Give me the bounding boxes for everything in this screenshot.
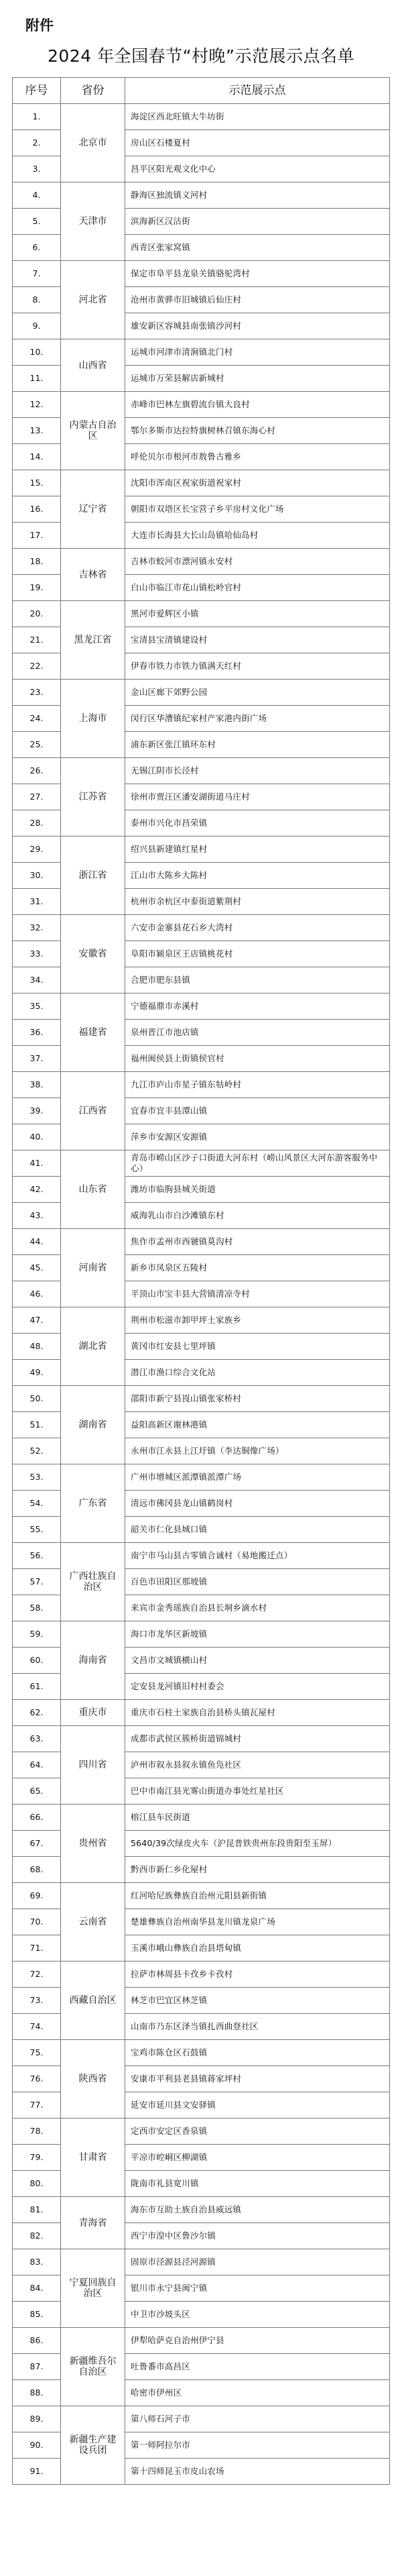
location-cell: 楚雄彝族自治州南华县龙川镇龙泉广场 bbox=[125, 1909, 390, 1935]
row-number: 22. bbox=[13, 653, 61, 680]
row-number: 78. bbox=[13, 2118, 61, 2145]
province-cell: 宁夏回族自治区 bbox=[61, 2249, 125, 2328]
table-row bbox=[13, 601, 390, 627]
row-number: 51. bbox=[13, 1412, 61, 1438]
row-number: 13. bbox=[13, 418, 61, 444]
location-cell: 白山市临江市花山镇松岭官村 bbox=[125, 575, 390, 601]
location-cell: 南宁市马山县古零镇合诚村（易地搬迁点） bbox=[125, 1543, 390, 1569]
row-number: 6. bbox=[13, 235, 61, 261]
province-cell: 浙江省 bbox=[61, 837, 125, 915]
row-number: 25. bbox=[13, 732, 61, 758]
location-cell: 金山区廊下郊野公园 bbox=[125, 680, 390, 706]
row-number: 49. bbox=[13, 1360, 61, 1386]
row-number: 4. bbox=[13, 182, 61, 209]
location-cell: 赤峰市巴林左旗碧流台镇大良村 bbox=[125, 392, 390, 418]
header-location: 示范展示点 bbox=[125, 78, 390, 104]
table-row bbox=[13, 2118, 390, 2145]
location-cell: 海淀区西北旺镇大牛坊街 bbox=[125, 104, 390, 130]
province-cell: 西藏自治区 bbox=[61, 1962, 125, 2040]
row-number: 31. bbox=[13, 889, 61, 915]
location-cell: 潜江市渔口综合文化站 bbox=[125, 1360, 390, 1386]
province-cell: 天津市 bbox=[61, 182, 125, 261]
province-cell: 湖南省 bbox=[61, 1386, 125, 1464]
province-cell: 江苏省 bbox=[61, 758, 125, 837]
row-number: 48. bbox=[13, 1334, 61, 1360]
location-cell: 百色市田阳区那坡镇 bbox=[125, 1569, 390, 1595]
location-cell: 绍兴县新建镇红星村 bbox=[125, 837, 390, 863]
location-cell: 房山区石楼夏村 bbox=[125, 130, 390, 156]
row-number: 11. bbox=[13, 366, 61, 392]
province-cell: 江西省 bbox=[61, 1072, 125, 1150]
province-cell: 上海市 bbox=[61, 680, 125, 758]
location-cell: 泰州市兴化市昌荣镇 bbox=[125, 810, 390, 837]
table-row bbox=[13, 2406, 390, 2432]
row-number: 32. bbox=[13, 915, 61, 941]
location-cell: 滨海新区汉沽街 bbox=[125, 209, 390, 235]
location-cell: 新乡市凤泉区五陵村 bbox=[125, 1255, 390, 1281]
row-number: 72. bbox=[13, 1962, 61, 1988]
table-row bbox=[13, 2249, 390, 2275]
province-cell: 四川省 bbox=[61, 1726, 125, 1805]
location-cell: 伊犁哈萨克自治州伊宁县 bbox=[125, 2328, 390, 2354]
location-cell: 定西市安定区香泉镇 bbox=[125, 2118, 390, 2145]
location-cell: 杭州市余杭区中泰街道紫荆村 bbox=[125, 889, 390, 915]
table-row bbox=[13, 549, 390, 575]
location-cell: 昌平区阳光观文化中心 bbox=[125, 156, 390, 182]
province-cell: 青海省 bbox=[61, 2197, 125, 2249]
table-row bbox=[13, 1726, 390, 1752]
location-cell: 清远市佛冈县龙山镇鹤岗村 bbox=[125, 1491, 390, 1517]
location-cell: 雄安新区容城县南张镇沙河村 bbox=[125, 313, 390, 339]
row-number: 14. bbox=[13, 444, 61, 470]
location-cell: 福州闽侯县上街镇侯官村 bbox=[125, 1046, 390, 1072]
location-cell: 威海乳山市白沙滩镇东村 bbox=[125, 1203, 390, 1229]
row-number: 70. bbox=[13, 1909, 61, 1935]
location-cell: 益阳高新区谢林港镇 bbox=[125, 1412, 390, 1438]
location-cell: 鄂尔多斯市达拉特旗树林召镇东海心村 bbox=[125, 418, 390, 444]
location-cell: 黄冈市红安县七里坪镇 bbox=[125, 1334, 390, 1360]
row-number: 15. bbox=[13, 470, 61, 496]
demo-sites-table bbox=[12, 77, 390, 2485]
province-cell: 辽宁省 bbox=[61, 470, 125, 549]
province-cell: 云南省 bbox=[61, 1883, 125, 1962]
table-header-row bbox=[13, 78, 390, 104]
location-cell: 荆州市松滋市卸甲坪土家族乡 bbox=[125, 1307, 390, 1334]
location-cell: 林芝市巴宜区林芝镇 bbox=[125, 1988, 390, 2014]
table-row bbox=[13, 1805, 390, 1831]
row-number: 53. bbox=[13, 1464, 61, 1491]
row-number: 86. bbox=[13, 2328, 61, 2354]
row-number: 75. bbox=[13, 2040, 61, 2066]
location-cell: 广州市增城区派潭镇派潭广场 bbox=[125, 1464, 390, 1491]
row-number: 9. bbox=[13, 313, 61, 339]
row-number: 8. bbox=[13, 287, 61, 313]
location-cell: 第一师阿拉尔市 bbox=[125, 2432, 390, 2459]
location-cell: 运城市万荣县解店新城村 bbox=[125, 366, 390, 392]
row-number: 91. bbox=[13, 2459, 61, 2485]
location-cell: 来宾市金秀瑶族自治县长垌乡滴水村 bbox=[125, 1595, 390, 1621]
row-number: 81. bbox=[13, 2197, 61, 2223]
row-number: 64. bbox=[13, 1752, 61, 1778]
location-cell: 闵行区华漕镇纪家村产家港内街广场 bbox=[125, 706, 390, 732]
location-cell: 定安县龙河镇旧村村委会 bbox=[125, 1674, 390, 1700]
province-cell: 河北省 bbox=[61, 261, 125, 339]
row-number: 28. bbox=[13, 810, 61, 837]
table-row bbox=[13, 1386, 390, 1412]
province-cell: 内蒙古自治区 bbox=[61, 392, 125, 470]
location-cell: 黑河市爱辉区小镇 bbox=[125, 601, 390, 627]
row-number: 63. bbox=[13, 1726, 61, 1752]
table-row bbox=[13, 1962, 390, 1988]
row-number: 7. bbox=[13, 261, 61, 287]
row-number: 17. bbox=[13, 523, 61, 549]
row-number: 3. bbox=[13, 156, 61, 182]
row-number: 84. bbox=[13, 2275, 61, 2302]
table-row bbox=[13, 837, 390, 863]
row-number: 54. bbox=[13, 1491, 61, 1517]
location-cell: 重庆市石柱土家族自治县桥头镇瓦屋村 bbox=[125, 1700, 390, 1726]
header-province: 省份 bbox=[61, 78, 125, 104]
location-cell: 玉溪市峨山彝族自治县塔甸镇 bbox=[125, 1935, 390, 1962]
table-row bbox=[13, 2040, 390, 2066]
location-cell: 哈密市伊州区 bbox=[125, 2380, 390, 2406]
location-cell: 大连市长海县大长山岛镇哈仙岛村 bbox=[125, 523, 390, 549]
location-cell: 5640/39次绿皮火车（沪昆普铁贵州东段贵阳至玉屏） bbox=[125, 1831, 390, 1857]
location-cell: 榕江县车民街道 bbox=[125, 1805, 390, 1831]
location-cell: 红河哈尼族彝族自治州元阳县新街镇 bbox=[125, 1883, 390, 1909]
row-number: 52. bbox=[13, 1438, 61, 1464]
table-row bbox=[13, 2197, 390, 2223]
table-row bbox=[13, 680, 390, 706]
table-row bbox=[13, 2328, 390, 2354]
location-cell: 运城市河津市清涧镇北门村 bbox=[125, 339, 390, 366]
row-number: 23. bbox=[13, 680, 61, 706]
location-cell: 安康市平利县老县镇蒋家坪村 bbox=[125, 2066, 390, 2092]
location-cell: 西宁市湟中区鲁沙尔镇 bbox=[125, 2223, 390, 2249]
location-cell: 平顶山市宝丰县大营镇清凉寺村 bbox=[125, 1281, 390, 1307]
row-number: 76. bbox=[13, 2066, 61, 2092]
location-cell: 西青区张家窝镇 bbox=[125, 235, 390, 261]
row-number: 65. bbox=[13, 1778, 61, 1805]
location-cell: 第八师石河子市 bbox=[125, 2406, 390, 2432]
row-number: 68. bbox=[13, 1857, 61, 1883]
province-cell: 重庆市 bbox=[61, 1700, 125, 1726]
row-number: 59. bbox=[13, 1621, 61, 1648]
province-cell: 吉林省 bbox=[61, 549, 125, 601]
row-number: 5. bbox=[13, 209, 61, 235]
province-cell: 安徽省 bbox=[61, 915, 125, 994]
location-cell: 第十四师昆玉市皮山农场 bbox=[125, 2459, 390, 2485]
location-cell: 徐州市贾汪区潘安湖街道马庄村 bbox=[125, 784, 390, 810]
row-number: 79. bbox=[13, 2145, 61, 2171]
location-cell: 银川市永宁县闽宁镇 bbox=[125, 2275, 390, 2302]
row-number: 74. bbox=[13, 2014, 61, 2040]
page-title: 2024 年全国春节“村晚”示范展示点名单 bbox=[48, 46, 354, 66]
location-cell: 吐鲁番市高昌区 bbox=[125, 2354, 390, 2380]
row-number: 36. bbox=[13, 1020, 61, 1046]
row-number: 58. bbox=[13, 1595, 61, 1621]
location-cell: 邵阳市新宁县崀山镇张家桥村 bbox=[125, 1386, 390, 1412]
table-row bbox=[13, 994, 390, 1020]
row-number: 89. bbox=[13, 2406, 61, 2432]
row-number: 45. bbox=[13, 1255, 61, 1281]
row-number: 37. bbox=[13, 1046, 61, 1072]
row-number: 24. bbox=[13, 706, 61, 732]
location-cell: 宝鸡市陈仓区石鼓镇 bbox=[125, 2040, 390, 2066]
row-number: 16. bbox=[13, 496, 61, 523]
row-number: 47. bbox=[13, 1307, 61, 1334]
location-cell: 静海区独流镇义河村 bbox=[125, 182, 390, 209]
table-row bbox=[13, 1883, 390, 1909]
location-cell: 潍坊市临朐县城关街道 bbox=[125, 1177, 390, 1203]
location-cell: 九江市庐山市星子镇东牯岭村 bbox=[125, 1072, 390, 1098]
table-row bbox=[13, 1621, 390, 1648]
row-number: 69. bbox=[13, 1883, 61, 1909]
row-number: 77. bbox=[13, 2092, 61, 2118]
location-cell: 沈阳市浑南区祝家街道祝家村 bbox=[125, 470, 390, 496]
table-row bbox=[13, 182, 390, 209]
province-cell: 河南省 bbox=[61, 1229, 125, 1307]
row-number: 39. bbox=[13, 1098, 61, 1124]
location-cell: 吉林市蛟河市漂河镇永安村 bbox=[125, 549, 390, 575]
row-number: 60. bbox=[13, 1648, 61, 1674]
location-cell: 固原市泾源县泾河源镇 bbox=[125, 2249, 390, 2275]
row-number: 42. bbox=[13, 1177, 61, 1203]
row-number: 30. bbox=[13, 863, 61, 889]
location-cell: 拉萨市林周县卡孜乡卡孜村 bbox=[125, 1962, 390, 1988]
location-cell: 泉州晋江市池店镇 bbox=[125, 1020, 390, 1046]
province-cell: 山东省 bbox=[61, 1150, 125, 1229]
row-number: 19. bbox=[13, 575, 61, 601]
row-number: 82. bbox=[13, 2223, 61, 2249]
location-cell: 中卫市沙坡头区 bbox=[125, 2302, 390, 2328]
table-row bbox=[13, 261, 390, 287]
table-row bbox=[13, 1700, 390, 1726]
location-cell: 萍乡市安源区安源镇 bbox=[125, 1124, 390, 1150]
location-cell: 黔西市新仁乡化屋村 bbox=[125, 1857, 390, 1883]
row-number: 88. bbox=[13, 2380, 61, 2406]
row-number: 71. bbox=[13, 1935, 61, 1962]
location-cell: 宁德福鼎市赤溪村 bbox=[125, 994, 390, 1020]
row-number: 66. bbox=[13, 1805, 61, 1831]
row-number: 35. bbox=[13, 994, 61, 1020]
row-number: 43. bbox=[13, 1203, 61, 1229]
row-number: 85. bbox=[13, 2302, 61, 2328]
province-cell: 甘肃省 bbox=[61, 2118, 125, 2197]
location-cell: 成都市武侯区簇桥街道锦城村 bbox=[125, 1726, 390, 1752]
location-cell: 泸州市叙永县叙永镇鱼凫社区 bbox=[125, 1752, 390, 1778]
row-number: 80. bbox=[13, 2171, 61, 2197]
row-number: 73. bbox=[13, 1988, 61, 2014]
row-number: 61. bbox=[13, 1674, 61, 1700]
province-cell: 新疆生产建设兵团 bbox=[61, 2406, 125, 2485]
location-cell: 江山市大陈乡大陈村 bbox=[125, 863, 390, 889]
row-number: 1. bbox=[13, 104, 61, 130]
row-number: 57. bbox=[13, 1569, 61, 1595]
row-number: 2. bbox=[13, 130, 61, 156]
table-row bbox=[13, 1543, 390, 1569]
location-cell: 陇南市礼县宽川镇 bbox=[125, 2171, 390, 2197]
location-cell: 宝清县宝清镇建设村 bbox=[125, 627, 390, 653]
row-number: 44. bbox=[13, 1229, 61, 1255]
row-number: 18. bbox=[13, 549, 61, 575]
table-row bbox=[13, 1307, 390, 1334]
province-cell: 海南省 bbox=[61, 1621, 125, 1700]
table-row bbox=[13, 392, 390, 418]
header-no: 序号 bbox=[13, 78, 61, 104]
row-number: 26. bbox=[13, 758, 61, 784]
location-cell: 山南市乃东区泽当镇扎西曲登社区 bbox=[125, 2014, 390, 2040]
row-number: 50. bbox=[13, 1386, 61, 1412]
location-cell: 永州市江永县上江圩镇（李达铜像广场） bbox=[125, 1438, 390, 1464]
province-cell: 新疆维吾尔自治区 bbox=[61, 2328, 125, 2406]
location-cell: 文昌市文城镇横山村 bbox=[125, 1648, 390, 1674]
location-cell: 浦东新区张江镇环东村 bbox=[125, 732, 390, 758]
location-cell: 宜春市宜丰县潭山镇 bbox=[125, 1098, 390, 1124]
province-cell: 广西壮族自治区 bbox=[61, 1543, 125, 1621]
row-number: 67. bbox=[13, 1831, 61, 1857]
province-cell: 福建省 bbox=[61, 994, 125, 1072]
row-number: 33. bbox=[13, 941, 61, 967]
location-cell: 朝阳市双塔区长宝营子乡平房村文化广场 bbox=[125, 496, 390, 523]
province-cell: 北京市 bbox=[61, 104, 125, 182]
location-cell: 焦作市孟州市西虢镇莫沟村 bbox=[125, 1229, 390, 1255]
location-cell: 延安市延川县文安驿镇 bbox=[125, 2092, 390, 2118]
row-number: 41. bbox=[13, 1150, 61, 1177]
row-number: 34. bbox=[13, 967, 61, 994]
province-cell: 黑龙江省 bbox=[61, 601, 125, 680]
row-number: 21. bbox=[13, 627, 61, 653]
table-row bbox=[13, 470, 390, 496]
row-number: 90. bbox=[13, 2432, 61, 2459]
location-cell: 海口市龙华区新坡镇 bbox=[125, 1621, 390, 1648]
location-cell: 保定市阜平县龙泉关镇骆驼湾村 bbox=[125, 261, 390, 287]
province-cell: 贵州省 bbox=[61, 1805, 125, 1883]
location-cell: 合肥市肥东县镇 bbox=[125, 967, 390, 994]
row-number: 62. bbox=[13, 1700, 61, 1726]
location-cell: 韶关市仁化县城口镇 bbox=[125, 1517, 390, 1543]
row-number: 55. bbox=[13, 1517, 61, 1543]
row-number: 87. bbox=[13, 2354, 61, 2380]
location-cell: 青岛市崂山区沙子口街道大河东村（崂山风景区大河东游客服务中心） bbox=[125, 1150, 390, 1177]
row-number: 27. bbox=[13, 784, 61, 810]
province-cell: 广东省 bbox=[61, 1464, 125, 1543]
table-row bbox=[13, 1150, 390, 1177]
table-row bbox=[13, 1464, 390, 1491]
location-cell: 巴中市南江县光雾山街道办事处红星社区 bbox=[125, 1778, 390, 1805]
province-cell: 陕西省 bbox=[61, 2040, 125, 2118]
table-row bbox=[13, 915, 390, 941]
table-row bbox=[13, 104, 390, 130]
row-number: 46. bbox=[13, 1281, 61, 1307]
location-cell: 海东市互助土族自治县威远镇 bbox=[125, 2197, 390, 2223]
location-cell: 无锡江阴市长泾村 bbox=[125, 758, 390, 784]
table-row bbox=[13, 1229, 390, 1255]
row-number: 83. bbox=[13, 2249, 61, 2275]
location-cell: 阜阳市颍泉区王店镇桃花村 bbox=[125, 941, 390, 967]
row-number: 40. bbox=[13, 1124, 61, 1150]
location-cell: 沧州市黄骅市旧城镇后仙庄村 bbox=[125, 287, 390, 313]
row-number: 10. bbox=[13, 339, 61, 366]
row-number: 12. bbox=[13, 392, 61, 418]
province-cell: 山西省 bbox=[61, 339, 125, 392]
row-number: 56. bbox=[13, 1543, 61, 1569]
row-number: 20. bbox=[13, 601, 61, 627]
row-number: 38. bbox=[13, 1072, 61, 1098]
table-row bbox=[13, 339, 390, 366]
province-cell: 湖北省 bbox=[61, 1307, 125, 1386]
location-cell: 六安市金寨县花石乡大湾村 bbox=[125, 915, 390, 941]
location-cell: 呼伦贝尔市根河市敖鲁古雅乡 bbox=[125, 444, 390, 470]
table-row bbox=[13, 1072, 390, 1098]
row-number: 29. bbox=[13, 837, 61, 863]
table-body bbox=[13, 104, 390, 2485]
table-row bbox=[13, 758, 390, 784]
location-cell: 平凉市崆峒区柳湖镇 bbox=[125, 2145, 390, 2171]
location-cell: 伊春市铁力市铁力镇满天红村 bbox=[125, 653, 390, 680]
attachment-label: 附件 bbox=[25, 17, 54, 34]
